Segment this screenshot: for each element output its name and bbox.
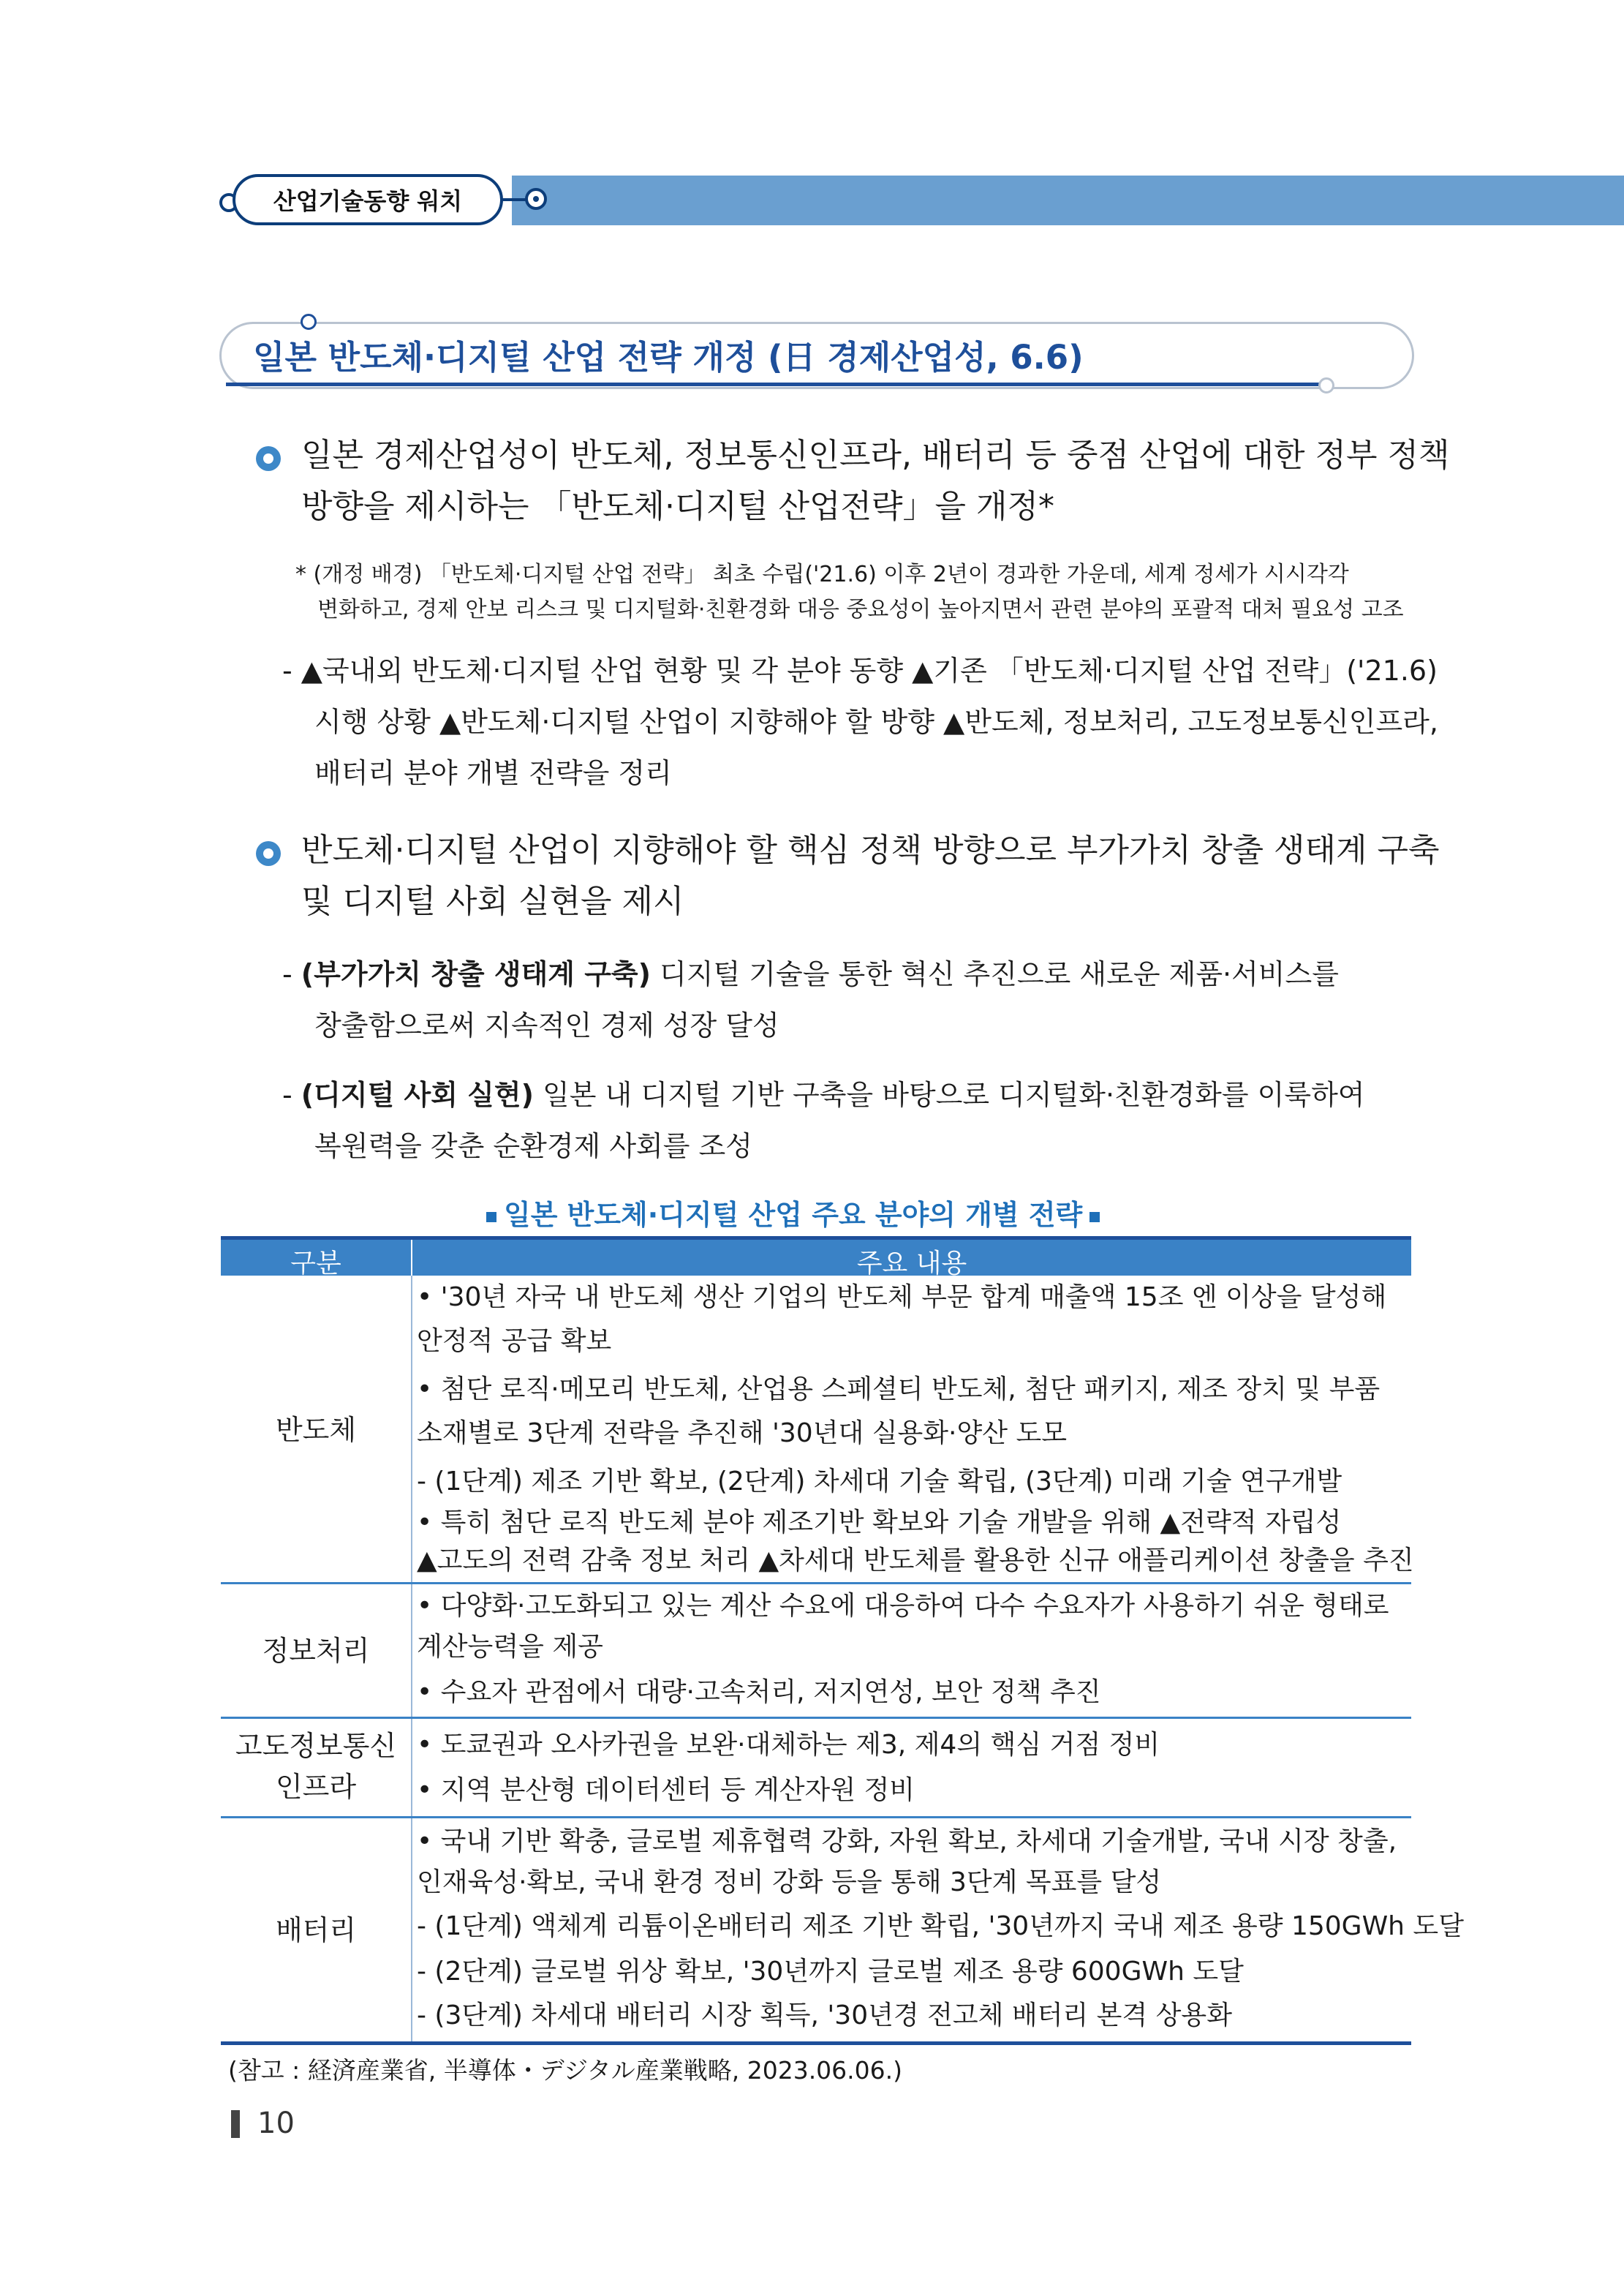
- row-line: 인재육성·확보, 국내 환경 정비 강화 등을 통해 3단계 목표를 달성: [417, 1867, 1162, 1897]
- dash-item-2-line-2: 창출함으로써 지속적인 경제 성장 달성: [314, 1009, 779, 1042]
- row-line: ▲고도의 전력 감축 정보 처리 ▲차세대 반도체를 활용한 신규 애플리케이션 창출을 추진: [417, 1546, 1414, 1575]
- footnote-line-2: 변화하고, 경제 안보 리스크 및 디지털화·친환경화 대응 중요성이 높아지면서 관련 분야의 포괄적 대처 필요성 고조: [317, 597, 1404, 622]
- table-caption: [479, 1192, 1107, 1232]
- row-line: 계산능력을 제공: [417, 1632, 603, 1662]
- dash-item-3-text: 일본 내 디지털 기반 구축을 바탕으로 디지털화·친환경화를 이룩하여: [533, 1079, 1365, 1111]
- dash-item-2-line-1: - (부가가치 창출 생태계 구축) 디지털 기술을 통한 혁신 추진으로 새로운 제품·서비스를: [282, 958, 1339, 990]
- header-band: [512, 176, 1624, 225]
- table-header-category: 구분: [290, 1249, 341, 1279]
- table-row: [221, 1719, 1411, 1818]
- dash-item-3-line-1: - (디지털 사회 실현) 일본 내 디지털 기반 구축을 바탕으로 디지털화·친환경화를 이룩하여: [282, 1079, 1365, 1111]
- table-header: [221, 1236, 1411, 1279]
- table-row: [221, 1584, 1411, 1719]
- page-number: 10: [257, 2107, 295, 2140]
- column-divider: [411, 1584, 412, 1717]
- row-line: 소재별로 3단계 전략을 추진해 '30년대 실용화·양산 도모: [417, 1418, 1068, 1448]
- column-divider: [411, 1818, 412, 2041]
- caption-square-icon: [1089, 1212, 1100, 1222]
- row-label: 고도정보통신: [235, 1730, 397, 1762]
- row-line: - (2단계) 글로벌 위상 확보, '30년까지 글로벌 제조 용량 600GWh 도달: [417, 1957, 1244, 1987]
- dash-item-3-heading: (디지털 사회 실현): [301, 1079, 534, 1111]
- paragraph-2-line-1: 반도체·디지털 산업이 지향해야 할 핵심 정책 방향으로 부가가치 창출 생태계 구축: [301, 832, 1440, 869]
- bullet-circle-icon: [256, 446, 281, 471]
- dash-item-2-text: 디지털 기술을 통한 혁신 추진으로 새로운 제품·서비스를: [651, 958, 1339, 990]
- row-line: • 첨단 로직·메모리 반도체, 산업용 스페셜티 반도체, 첨단 패키지, 제조 장치 및 부품: [417, 1374, 1381, 1404]
- header-label: 산업기술동향 워치: [233, 174, 503, 225]
- row-label: 정보처리: [262, 1635, 370, 1667]
- header-dot-right: [525, 188, 547, 210]
- row-line: - (1단계) 액체계 리튬이온배터리 제조 기반 확립, '30년까지 국내 제조 용량 150GWh 도달: [417, 1911, 1464, 1941]
- table-row: [221, 1276, 1414, 1584]
- title-dot-top: [301, 314, 317, 330]
- column-divider: [411, 1719, 412, 1816]
- row-line: • 지역 분산형 데이터센터 등 계산자원 정비: [417, 1775, 915, 1805]
- dash-item-3-line-2: 복원력을 갖춘 순환경제 사회를 조성: [314, 1130, 752, 1162]
- dash-item-1-line-2: 시행 상황 ▲반도체·디지털 산업이 지향해야 할 방향 ▲반도체, 정보처리, 고도정보통신인프라,: [314, 706, 1438, 738]
- row-line: 안정적 공급 확보: [417, 1326, 612, 1356]
- dash-item-1-line-3: 배터리 분야 개별 전략을 정리: [314, 757, 672, 789]
- dash-item-1-line-1: - ▲국내외 반도체·디지털 산업 현황 및 각 분야 동향 ▲기존 「반도체·디지털 산업 전략」('21.6): [282, 655, 1438, 687]
- section-title: 일본 반도체·디지털 산업 전략 개정 (日 경제산업성, 6.6): [253, 338, 1084, 377]
- row-line: • '30년 자국 내 반도체 생산 기업의 반도체 부문 합계 매출액 15조 엔 이상을 달성해: [417, 1282, 1387, 1312]
- paragraph-1-line-1: 일본 경제산업성이 반도체, 정보통신인프라, 배터리 등 중점 산업에 대한 정부 정책: [301, 437, 1450, 474]
- table-header-content: 주요 내용: [856, 1249, 967, 1279]
- dash-item-2-heading: (부가가치 창출 생태계 구축): [301, 958, 652, 990]
- paragraph-2-line-2: 및 디지털 사회 실현을 제시: [301, 883, 684, 920]
- bullet-circle-icon: [256, 841, 281, 866]
- row-label: 반도체: [275, 1414, 357, 1446]
- title-underline: [226, 383, 1323, 386]
- page-number-bar: [231, 2110, 240, 2138]
- row-line: • 수요자 관점에서 대량·고속처리, 저지연성, 보안 정책 추진: [417, 1677, 1101, 1707]
- row-line: - (1단계) 제조 기반 확보, (2단계) 차세대 기술 확립, (3단계) 미래 기술 연구개발: [417, 1467, 1342, 1496]
- row-line: • 다양화·고도화되고 있는 계산 수요에 대응하여 다수 수요자가 사용하기 쉬운 형태로: [417, 1591, 1389, 1621]
- table-row: [221, 1818, 1464, 2045]
- row-line: • 국내 기반 확충, 글로벌 제휴협력 강화, 자원 확보, 차세대 기술개발, 국내 시장 창출,: [417, 1826, 1397, 1856]
- row-label-line-2: 인프라: [275, 1771, 357, 1803]
- row-line: - (3단계) 차세대 배터리 시장 획득, '30년경 전고체 배터리 본격 상용화: [417, 2000, 1232, 2030]
- reference-note: (참고 : 経済産業省, 半導体・デジタル産業戦略, 2023.06.06.): [228, 2056, 903, 2085]
- table-caption-text: 일본 반도체·디지털 산업 주요 분야의 개별 전략: [504, 1199, 1083, 1231]
- row-line: • 특히 첨단 로직 반도체 분야 제조기반 확보와 기술 개발을 위해 ▲전략적 자립성: [417, 1507, 1342, 1537]
- caption-square-icon: [486, 1212, 496, 1222]
- row-line: • 도쿄권과 오사카권을 보완·대체하는 제3, 제4의 핵심 거점 정비: [417, 1730, 1160, 1760]
- column-divider: [411, 1276, 412, 1582]
- row-label: 배터리: [275, 1914, 357, 1946]
- title-dot-end: [1318, 377, 1334, 394]
- footnote-line-1: * (개정 배경) 「반도체·디지털 산업 전략」 최초 수립('21.6) 이후 2년이 경과한 가운데, 세계 정세가 시시각각: [295, 562, 1349, 587]
- paragraph-1-line-2: 방향을 제시하는 「반도체·디지털 산업전략」을 개정*: [301, 488, 1055, 525]
